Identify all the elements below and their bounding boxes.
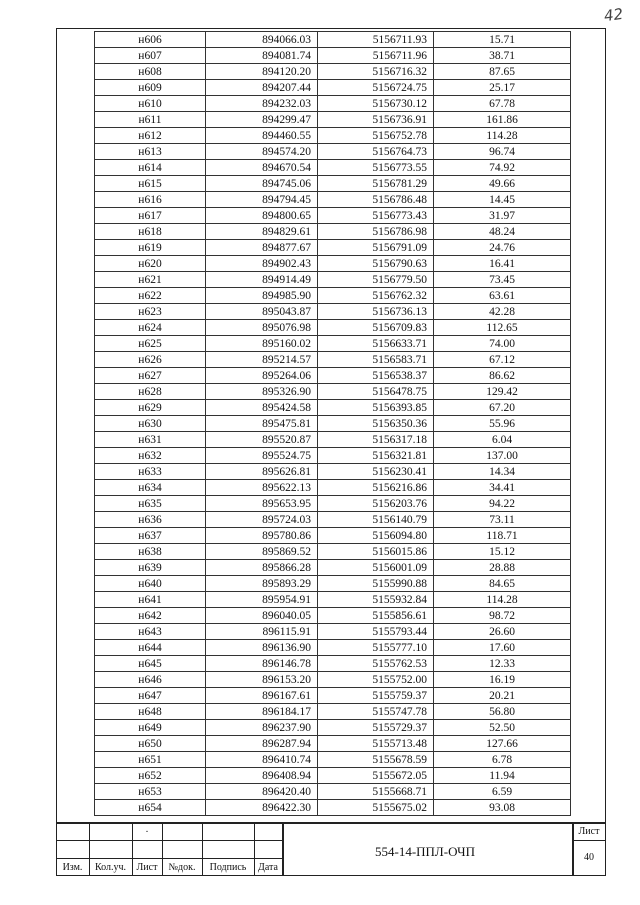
x-coordinate-cell: 895653.95 (206, 496, 318, 512)
table-row (95, 224, 571, 240)
distance-cell: 6.59 (434, 784, 571, 800)
table-row (95, 48, 571, 64)
y-coordinate-cell: 5156538.37 (318, 368, 434, 384)
distance-cell: 28.88 (434, 560, 571, 576)
y-coordinate-cell: 5155932.84 (318, 592, 434, 608)
x-coordinate-cell: 895780.86 (206, 528, 318, 544)
x-coordinate-cell: 895520.87 (206, 432, 318, 448)
point-name-cell: н645 (95, 656, 206, 672)
y-coordinate-cell: 5156781.29 (318, 176, 434, 192)
stamp-dot: . (145, 824, 149, 835)
y-coordinate-cell: 5156216.86 (318, 480, 434, 496)
table-row (95, 736, 571, 752)
table-row (95, 336, 571, 352)
distance-cell: 38.71 (434, 48, 571, 64)
table-row (95, 160, 571, 176)
table-row (95, 464, 571, 480)
x-coordinate-cell: 894902.43 (206, 256, 318, 272)
point-name-cell: н624 (95, 320, 206, 336)
y-coordinate-cell: 5156015.86 (318, 544, 434, 560)
y-coordinate-cell: 5156321.81 (318, 448, 434, 464)
table-row (95, 784, 571, 800)
table-row (95, 112, 571, 128)
x-coordinate-cell: 895626.81 (206, 464, 318, 480)
table-row (95, 496, 571, 512)
point-name-cell: н609 (95, 80, 206, 96)
table-row (95, 560, 571, 576)
table-row (95, 704, 571, 720)
y-coordinate-cell: 5156779.50 (318, 272, 434, 288)
point-name-cell: н633 (95, 464, 206, 480)
y-coordinate-cell: 5156736.13 (318, 304, 434, 320)
y-coordinate-cell: 5156140.79 (318, 512, 434, 528)
point-name-cell: н620 (95, 256, 206, 272)
table-row (95, 128, 571, 144)
point-name-cell: н621 (95, 272, 206, 288)
stamp-sheet-number: 40 (584, 852, 594, 863)
distance-cell: 87.65 (434, 64, 571, 80)
y-coordinate-cell: 5155729.37 (318, 720, 434, 736)
x-coordinate-cell: 894120.20 (206, 64, 318, 80)
table-row (95, 272, 571, 288)
x-coordinate-cell: 894745.06 (206, 176, 318, 192)
table-row (95, 352, 571, 368)
point-name-cell: н642 (95, 608, 206, 624)
distance-cell: 84.65 (434, 576, 571, 592)
table-row (95, 656, 571, 672)
table-row (95, 288, 571, 304)
y-coordinate-cell: 5155793.44 (318, 624, 434, 640)
y-coordinate-cell: 5156393.85 (318, 400, 434, 416)
point-name-cell: н643 (95, 624, 206, 640)
point-name-cell: н610 (95, 96, 206, 112)
point-name-cell: н640 (95, 576, 206, 592)
y-coordinate-cell: 5156762.32 (318, 288, 434, 304)
x-coordinate-cell: 894207.44 (206, 80, 318, 96)
point-name-cell: н628 (95, 384, 206, 400)
x-coordinate-cell: 894574.20 (206, 144, 318, 160)
y-coordinate-cell: 5156773.43 (318, 208, 434, 224)
stamp-kol-uch: Кол.уч. (94, 862, 127, 873)
y-coordinate-cell: 5156716.32 (318, 64, 434, 80)
document-designation: 554-14-ППЛ-ОЧП (375, 844, 475, 859)
y-coordinate-cell: 5156478.75 (318, 384, 434, 400)
x-coordinate-cell: 895866.28 (206, 560, 318, 576)
point-name-cell: н630 (95, 416, 206, 432)
x-coordinate-cell: 896167.61 (206, 688, 318, 704)
distance-cell: 137.00 (434, 448, 571, 464)
table-row (95, 208, 571, 224)
point-name-cell: н634 (95, 480, 206, 496)
distance-cell: 98.72 (434, 608, 571, 624)
distance-cell: 25.17 (434, 80, 571, 96)
y-coordinate-cell: 5155856.61 (318, 608, 434, 624)
table-row (95, 512, 571, 528)
x-coordinate-cell: 896153.20 (206, 672, 318, 688)
point-name-cell: н646 (95, 672, 206, 688)
x-coordinate-cell: 894460.55 (206, 128, 318, 144)
table-row (95, 320, 571, 336)
point-name-cell: н650 (95, 736, 206, 752)
x-coordinate-cell: 894914.49 (206, 272, 318, 288)
distance-cell: 16.19 (434, 672, 571, 688)
table-row (95, 96, 571, 112)
point-name-cell: н638 (95, 544, 206, 560)
handwritten-page-number: 42 (602, 4, 625, 26)
x-coordinate-cell: 895424.58 (206, 400, 318, 416)
x-coordinate-cell: 894877.67 (206, 240, 318, 256)
y-coordinate-cell: 5156583.71 (318, 352, 434, 368)
distance-cell: 114.28 (434, 128, 571, 144)
distance-cell: 127.66 (434, 736, 571, 752)
stamp-list: Лист (136, 862, 158, 873)
distance-cell: 74.92 (434, 160, 571, 176)
table-row (95, 64, 571, 80)
y-coordinate-cell: 5156317.18 (318, 432, 434, 448)
table-row (95, 624, 571, 640)
y-coordinate-cell: 5156724.75 (318, 80, 434, 96)
table-row (95, 240, 571, 256)
distance-cell: 112.65 (434, 320, 571, 336)
distance-cell: 161.86 (434, 112, 571, 128)
point-name-cell: н636 (95, 512, 206, 528)
y-coordinate-cell: 5156230.41 (318, 464, 434, 480)
table-row (95, 416, 571, 432)
stamp-ndok: №док. (168, 862, 196, 873)
stamp-podpis: Подпись (209, 862, 247, 873)
x-coordinate-cell: 896146.78 (206, 656, 318, 672)
table-row (95, 544, 571, 560)
distance-cell: 34.41 (434, 480, 571, 496)
table-row (95, 752, 571, 768)
y-coordinate-cell: 5156203.76 (318, 496, 434, 512)
stamp-sheet-label: Лист (578, 826, 600, 837)
y-coordinate-cell: 5155675.02 (318, 800, 434, 816)
distance-cell: 48.24 (434, 224, 571, 240)
point-name-cell: н622 (95, 288, 206, 304)
table-row (95, 176, 571, 192)
point-name-cell: н606 (95, 32, 206, 48)
y-coordinate-cell: 5155759.37 (318, 688, 434, 704)
stamp-data: Дата (258, 862, 278, 873)
point-name-cell: н616 (95, 192, 206, 208)
x-coordinate-cell: 895043.87 (206, 304, 318, 320)
distance-cell: 17.60 (434, 640, 571, 656)
table-row (95, 720, 571, 736)
point-name-cell: н607 (95, 48, 206, 64)
x-coordinate-cell: 896136.90 (206, 640, 318, 656)
distance-cell: 20.21 (434, 688, 571, 704)
distance-cell: 74.00 (434, 336, 571, 352)
table-row (95, 608, 571, 624)
x-coordinate-cell: 896115.91 (206, 624, 318, 640)
y-coordinate-cell: 5156736.91 (318, 112, 434, 128)
x-coordinate-cell: 894829.61 (206, 224, 318, 240)
distance-cell: 49.66 (434, 176, 571, 192)
point-name-cell: н629 (95, 400, 206, 416)
point-name-cell: н611 (95, 112, 206, 128)
table-row (95, 576, 571, 592)
distance-cell: 94.22 (434, 496, 571, 512)
point-name-cell: н644 (95, 640, 206, 656)
table-row (95, 672, 571, 688)
y-coordinate-cell: 5156730.12 (318, 96, 434, 112)
point-name-cell: н625 (95, 336, 206, 352)
table-row (95, 800, 571, 816)
y-coordinate-cell: 5156786.98 (318, 224, 434, 240)
y-coordinate-cell: 5156752.78 (318, 128, 434, 144)
distance-cell: 42.28 (434, 304, 571, 320)
distance-cell: 73.45 (434, 272, 571, 288)
distance-cell: 16.41 (434, 256, 571, 272)
x-coordinate-cell: 895524.75 (206, 448, 318, 464)
distance-cell: 15.12 (434, 544, 571, 560)
table-row (95, 448, 571, 464)
y-coordinate-cell: 5155668.71 (318, 784, 434, 800)
point-name-cell: н652 (95, 768, 206, 784)
point-name-cell: н619 (95, 240, 206, 256)
x-coordinate-cell: 895214.57 (206, 352, 318, 368)
point-name-cell: н627 (95, 368, 206, 384)
distance-cell: 55.96 (434, 416, 571, 432)
x-coordinate-cell: 894232.03 (206, 96, 318, 112)
distance-cell: 93.08 (434, 800, 571, 816)
stamp-izm: Изм. (62, 862, 83, 873)
table-row (95, 768, 571, 784)
x-coordinate-cell: 894670.54 (206, 160, 318, 176)
point-name-cell: н612 (95, 128, 206, 144)
point-name-cell: н647 (95, 688, 206, 704)
table-row (95, 256, 571, 272)
point-name-cell: н654 (95, 800, 206, 816)
y-coordinate-cell: 5156711.93 (318, 32, 434, 48)
y-coordinate-cell: 5156001.09 (318, 560, 434, 576)
y-coordinate-cell: 5155762.53 (318, 656, 434, 672)
point-name-cell: н651 (95, 752, 206, 768)
x-coordinate-cell: 894985.90 (206, 288, 318, 304)
distance-cell: 12.33 (434, 656, 571, 672)
distance-cell: 14.34 (434, 464, 571, 480)
x-coordinate-cell: 896420.40 (206, 784, 318, 800)
table-row (95, 688, 571, 704)
y-coordinate-cell: 5155777.10 (318, 640, 434, 656)
point-name-cell: н614 (95, 160, 206, 176)
distance-cell: 15.71 (434, 32, 571, 48)
distance-cell: 118.71 (434, 528, 571, 544)
distance-cell: 67.20 (434, 400, 571, 416)
distance-cell: 52.50 (434, 720, 571, 736)
x-coordinate-cell: 894081.74 (206, 48, 318, 64)
y-coordinate-cell: 5155990.88 (318, 576, 434, 592)
distance-cell: 6.78 (434, 752, 571, 768)
x-coordinate-cell: 895724.03 (206, 512, 318, 528)
x-coordinate-cell: 895622.13 (206, 480, 318, 496)
y-coordinate-cell: 5156094.80 (318, 528, 434, 544)
point-name-cell: н641 (95, 592, 206, 608)
x-coordinate-cell: 896422.30 (206, 800, 318, 816)
distance-cell: 24.76 (434, 240, 571, 256)
x-coordinate-cell: 896408.94 (206, 768, 318, 784)
table-row (95, 400, 571, 416)
point-name-cell: н608 (95, 64, 206, 80)
point-name-cell: н613 (95, 144, 206, 160)
distance-cell: 73.11 (434, 512, 571, 528)
table-row (95, 480, 571, 496)
distance-cell: 6.04 (434, 432, 571, 448)
distance-cell: 63.61 (434, 288, 571, 304)
table-row (95, 592, 571, 608)
distance-cell: 14.45 (434, 192, 571, 208)
distance-cell: 86.62 (434, 368, 571, 384)
table-row (95, 304, 571, 320)
y-coordinate-cell: 5156633.71 (318, 336, 434, 352)
x-coordinate-cell: 895893.29 (206, 576, 318, 592)
point-name-cell: н635 (95, 496, 206, 512)
y-coordinate-cell: 5155678.59 (318, 752, 434, 768)
x-coordinate-cell: 895264.06 (206, 368, 318, 384)
x-coordinate-cell: 895326.90 (206, 384, 318, 400)
table-row (95, 368, 571, 384)
table-row (95, 640, 571, 656)
y-coordinate-cell: 5156350.36 (318, 416, 434, 432)
x-coordinate-cell: 896287.94 (206, 736, 318, 752)
point-name-cell: н617 (95, 208, 206, 224)
table-row (95, 528, 571, 544)
x-coordinate-cell: 894794.45 (206, 192, 318, 208)
distance-cell: 67.78 (434, 96, 571, 112)
x-coordinate-cell: 895160.02 (206, 336, 318, 352)
x-coordinate-cell: 896040.05 (206, 608, 318, 624)
point-name-cell: н639 (95, 560, 206, 576)
x-coordinate-cell: 894299.47 (206, 112, 318, 128)
table-row (95, 192, 571, 208)
point-name-cell: н618 (95, 224, 206, 240)
coordinates-table (94, 31, 571, 816)
x-coordinate-cell: 896184.17 (206, 704, 318, 720)
y-coordinate-cell: 5156790.63 (318, 256, 434, 272)
distance-cell: 114.28 (434, 592, 571, 608)
x-coordinate-cell: 896237.90 (206, 720, 318, 736)
distance-cell: 31.97 (434, 208, 571, 224)
y-coordinate-cell: 5155713.48 (318, 736, 434, 752)
y-coordinate-cell: 5156764.73 (318, 144, 434, 160)
x-coordinate-cell: 895475.81 (206, 416, 318, 432)
distance-cell: 129.42 (434, 384, 571, 400)
distance-cell: 26.60 (434, 624, 571, 640)
y-coordinate-cell: 5155752.00 (318, 672, 434, 688)
point-name-cell: н615 (95, 176, 206, 192)
y-coordinate-cell: 5156711.96 (318, 48, 434, 64)
point-name-cell: н623 (95, 304, 206, 320)
y-coordinate-cell: 5156773.55 (318, 160, 434, 176)
table-row (95, 80, 571, 96)
point-name-cell: н632 (95, 448, 206, 464)
point-name-cell: н626 (95, 352, 206, 368)
x-coordinate-cell: 896410.74 (206, 752, 318, 768)
x-coordinate-cell: 895869.52 (206, 544, 318, 560)
x-coordinate-cell: 895076.98 (206, 320, 318, 336)
y-coordinate-cell: 5156709.83 (318, 320, 434, 336)
table-row (95, 32, 571, 48)
point-name-cell: н648 (95, 704, 206, 720)
point-name-cell: н637 (95, 528, 206, 544)
point-name-cell: н649 (95, 720, 206, 736)
x-coordinate-cell: 894800.65 (206, 208, 318, 224)
x-coordinate-cell: 894066.03 (206, 32, 318, 48)
distance-cell: 96.74 (434, 144, 571, 160)
y-coordinate-cell: 5155747.78 (318, 704, 434, 720)
distance-cell: 56.80 (434, 704, 571, 720)
table-row (95, 384, 571, 400)
table-row (95, 432, 571, 448)
table-row (95, 144, 571, 160)
distance-cell: 67.12 (434, 352, 571, 368)
point-name-cell: н631 (95, 432, 206, 448)
y-coordinate-cell: 5155672.05 (318, 768, 434, 784)
y-coordinate-cell: 5156791.09 (318, 240, 434, 256)
point-name-cell: н653 (95, 784, 206, 800)
x-coordinate-cell: 895954.91 (206, 592, 318, 608)
distance-cell: 11.94 (434, 768, 571, 784)
y-coordinate-cell: 5156786.48 (318, 192, 434, 208)
